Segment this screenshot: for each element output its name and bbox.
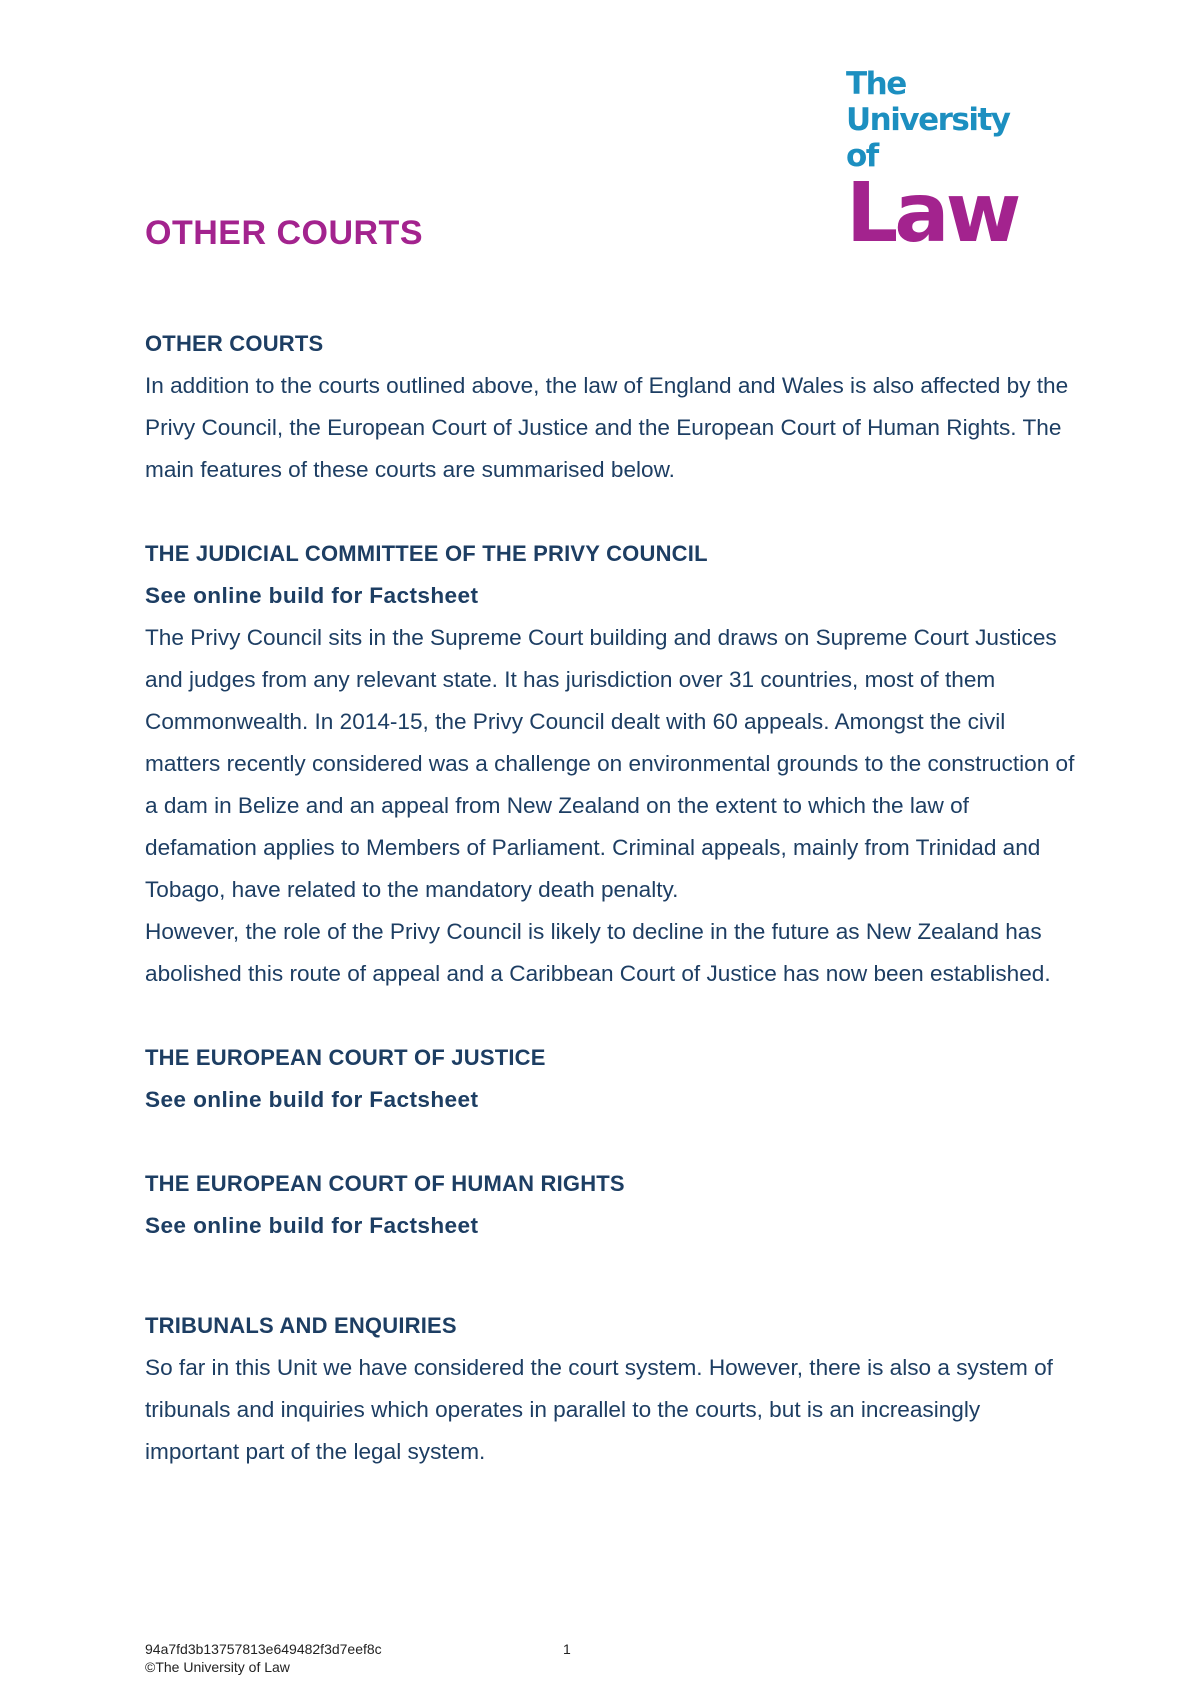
factsheet-note: See online build for Factsheet [145,1087,479,1112]
logo-line-the: The [846,66,906,102]
logo-line-law: Law [846,166,1018,261]
section-heading: OTHER COURTS [145,331,324,356]
section-tribunals-and-enquiries [145,1305,1075,1473]
section-heading: THE EUROPEAN COURT OF HUMAN RIGHTS [145,1171,625,1196]
section-paragraph: So far in this Unit we have considered the court system. However, there is also a system of tribunals and inquiries which operates in parallel to the courts, but is an increasingly important part of the legal system. [145,1355,1053,1464]
page-title: OTHER COURTS [145,214,423,252]
university-of-law-logo [846,66,1046,261]
section-heading: THE JUDICIAL COMMITTEE OF THE PRIVY COUNCIL [145,541,708,566]
section-heading: TRIBUNALS AND ENQUIRIES [145,1313,457,1338]
factsheet-note: See online build for Factsheet [145,1213,479,1238]
document-body [145,323,1075,1515]
section-european-court-of-human-rights [145,1163,1075,1247]
footer [145,1640,382,1676]
section-paragraph: The Privy Council sits in the Supreme Court building and draws on Supreme Court Justices and judges from any relevant state. It has jurisdiction over 31 countries, most of them Commonwealth. In 2014-15, the Privy Council dealt with 60 appeals. Amongst the civil matters recently considered was a challenge on environmental grounds to the construction of a dam in Belize and an appeal from New Zealand on the extent to which the law of defamation applies to Members of Parliament. Criminal appeals, mainly from Trinidad and Tobago, have related to the mandatory death penalty. [145,625,1075,902]
section-paragraph: However, the role of the Privy Council is likely to decline in the future as New Zealand has abolished this route of appeal and a Caribbean Court of Justice has now been established. [145,919,1051,986]
footer-copyright: ©The University of Law [145,1659,290,1675]
footer-document-id: 94a7fd3b13757813e649482f3d7eef8c [145,1641,382,1657]
section-other-courts [145,323,1075,491]
section-privy-council [145,533,1075,995]
factsheet-note: See online build for Factsheet [145,583,479,608]
section-heading: THE EUROPEAN COURT OF JUSTICE [145,1045,546,1070]
logo-line-university-of: University of [846,102,1010,174]
section-paragraph: In addition to the courts outlined above, the law of England and Wales is also affected by the Privy Council, the European Court of Justice and the European Court of Human Rights. The main features of these courts are summarised below. [145,373,1069,482]
section-european-court-of-justice [145,1037,1075,1121]
page-number: 1 [563,1641,571,1657]
